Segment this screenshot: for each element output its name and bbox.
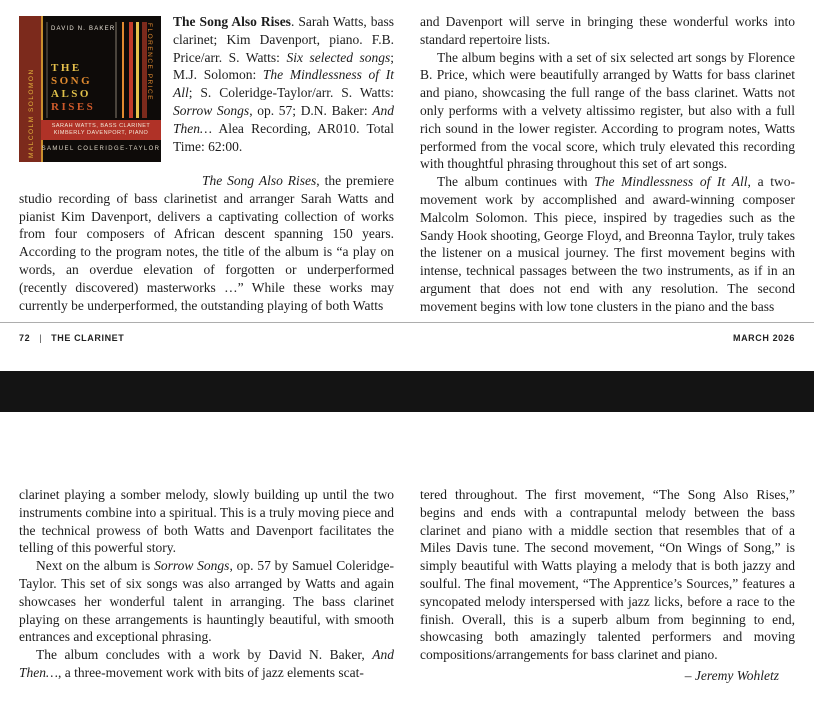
review-body-bottom-left (19, 486, 394, 682)
text-run: ; S. Coleridge-Taylor/arr. S. Watts: (188, 85, 394, 101)
footer-left (19, 333, 124, 343)
text-run: , a three-movement work with bits of jazz elements scat- (58, 664, 364, 680)
text-run: and Davenport will serve in bringing these wonderful works into standard repertoire lists. (420, 14, 795, 47)
text-run: Six selected songs (286, 49, 391, 65)
cover-performer-credits (41, 120, 161, 140)
footer-page-number: 72 (19, 333, 31, 343)
page-break-bar (0, 371, 814, 412)
text-run: Alea Recording, AR010. Total Time: 62:00. (173, 120, 394, 154)
article-column-top-right (420, 13, 795, 316)
paragraph (420, 173, 795, 315)
text-run: , op. 57; D.N. Baker: (249, 102, 373, 118)
cover-artist-left: MALCOLM SOLOMON (28, 68, 35, 158)
paragraph (19, 557, 394, 646)
text-run: Sorrow Songs (173, 102, 250, 118)
paragraph (420, 49, 795, 174)
review-body-top-right (420, 13, 795, 316)
bottom-page-section (0, 486, 814, 707)
text-run: The Mindlessness of It All (173, 67, 394, 101)
text-run: And Then… (173, 102, 395, 136)
cover-title-line: RISES (51, 101, 96, 113)
text-run: The Song Also Rises (202, 173, 317, 188)
album-cover-art (19, 16, 161, 162)
cover-stripe (46, 22, 48, 118)
cover-artist-top: DAVID N. BAKER (51, 26, 116, 32)
text-run: The album concludes with a work by David N. Baker, (36, 647, 373, 663)
article-column-bottom-left (19, 486, 394, 685)
review-body-bottom-right (420, 486, 795, 664)
cover-title-line: ALSO (51, 88, 91, 100)
cover-credit-line: KIMBERLY DAVENPORT, PIANO (53, 130, 149, 136)
text-run: The album continues with (437, 174, 595, 190)
footer-divider: | (39, 333, 43, 343)
text-run: . Sarah Watts, bass clarinet; Kim Davenport, piano. F.B. Price/arr. S. Watts: (173, 14, 394, 65)
paragraph (19, 172, 394, 314)
text-run: The Song Also Rises (173, 14, 291, 29)
cover-credit-line: SARAH WATTS, BASS CLARINET (51, 123, 151, 129)
paragraph (420, 486, 795, 664)
cover-artist-bottom: SAMUEL COLERIDGE-TAYLOR (41, 146, 161, 153)
reviewer-byline: – Jeremy Wohletz (684, 667, 779, 683)
cover-stripe (122, 22, 124, 118)
paragraph (19, 646, 394, 682)
article-column-bottom-right (420, 486, 795, 685)
text-run: , the premiere studio recording of bass clarinetist and arranger Sarah Watts and pianist Kim Davenport, delivers a captivating collection of works from four composers of African descent spanning 150 years. According to the program notes, the title of the album is “a play on words, an overdue elevation of forgotten or underperformed (recently discovered) masterworks …” While these works may currently be underperformed, the outstanding playing of both Watts (19, 173, 394, 313)
cover-artist-right: FLORENCE PRICE (146, 23, 153, 102)
footer-issue-date: MARCH 2026 (732, 333, 795, 343)
cover-left-accent-stripe (41, 16, 43, 162)
page-footer (0, 323, 814, 347)
cover-stripe (136, 22, 139, 118)
cover-stripe (129, 22, 133, 118)
footer-magazine-title: THE CLARINET (51, 333, 125, 343)
text-run: tered throughout. The first movement, “The Song Also Rises,” begins and ends with a contrapuntal melody between the bass clarinet and piano with a middle section that resembles that of a Miles Davis tune. The second movement, “On Wings of Song,” is simply beautiful with Watts playing a melody that is both jazzy and soulful. The final movement, “The Apprentice’s Sources,” features a syncopated melody interspersed with jazz licks, before a race to the finish. Overall, this is a superb album from beginning to end, showcasing both amazingly talented performers and moving compositions/arrangements for bass clarinet and piano. (420, 487, 795, 663)
cover-title-line: SONG (51, 75, 93, 87)
text-run: And Then… (19, 647, 394, 680)
top-page-section (0, 0, 814, 322)
text-run: Next on the album is (36, 558, 155, 574)
text-run: clarinet playing a somber melody, slowly building up until the two instruments combine into a spiritual. This is a truly moving piece and the technical prowess of both Watts and Davenport facilitates the telling of this powerful story. (19, 487, 394, 556)
paragraph (420, 13, 795, 49)
cover-album-title (51, 62, 95, 114)
text-run: The album begins with a set of six selected art songs by Florence B. Price, which were beautifully arranged by Watts for bass clarinet and piano, showcasing the full range of the bass clarinet. Watts not only performs with a velvety altissimo register, but also with a full rich sound in the lower register. According to program notes, Watts performed from the vocal score, which truly elevated this recording with thoughtful phrasing throughout this set of art songs. (420, 49, 795, 172)
text-run: , a two-movement work by accomplished and award-winning composer Malcolm Solomon. This piece, inspired by tragedies such as the Sandy Hook shooting, George Floyd, and Breonna Taylor, truly takes the listener on a musical journey. The first movement begins with intense, technical passages between the two instruments, as if in an argument that does not end with any resolution. The second movement begins with low tone clusters in the piano and the bass (420, 174, 795, 314)
text-run: , op. 57 by Samuel Coleridge-Taylor. This set of six songs was also arranged by Watts and again showcases her wonderful talent in arranging. The bass clarinet playing on these arrangements is hauntingly beautiful, with smooth entrances and exceptional phrasing. (19, 558, 395, 645)
article-column-top-left (19, 13, 394, 316)
text-run: ; M.J. Solomon: (173, 49, 394, 83)
cover-title-line: THE (51, 62, 82, 74)
paragraph (19, 486, 394, 557)
text-run: Sorrow Songs (154, 558, 230, 574)
text-run: The Mindlessness of It All (594, 174, 748, 190)
